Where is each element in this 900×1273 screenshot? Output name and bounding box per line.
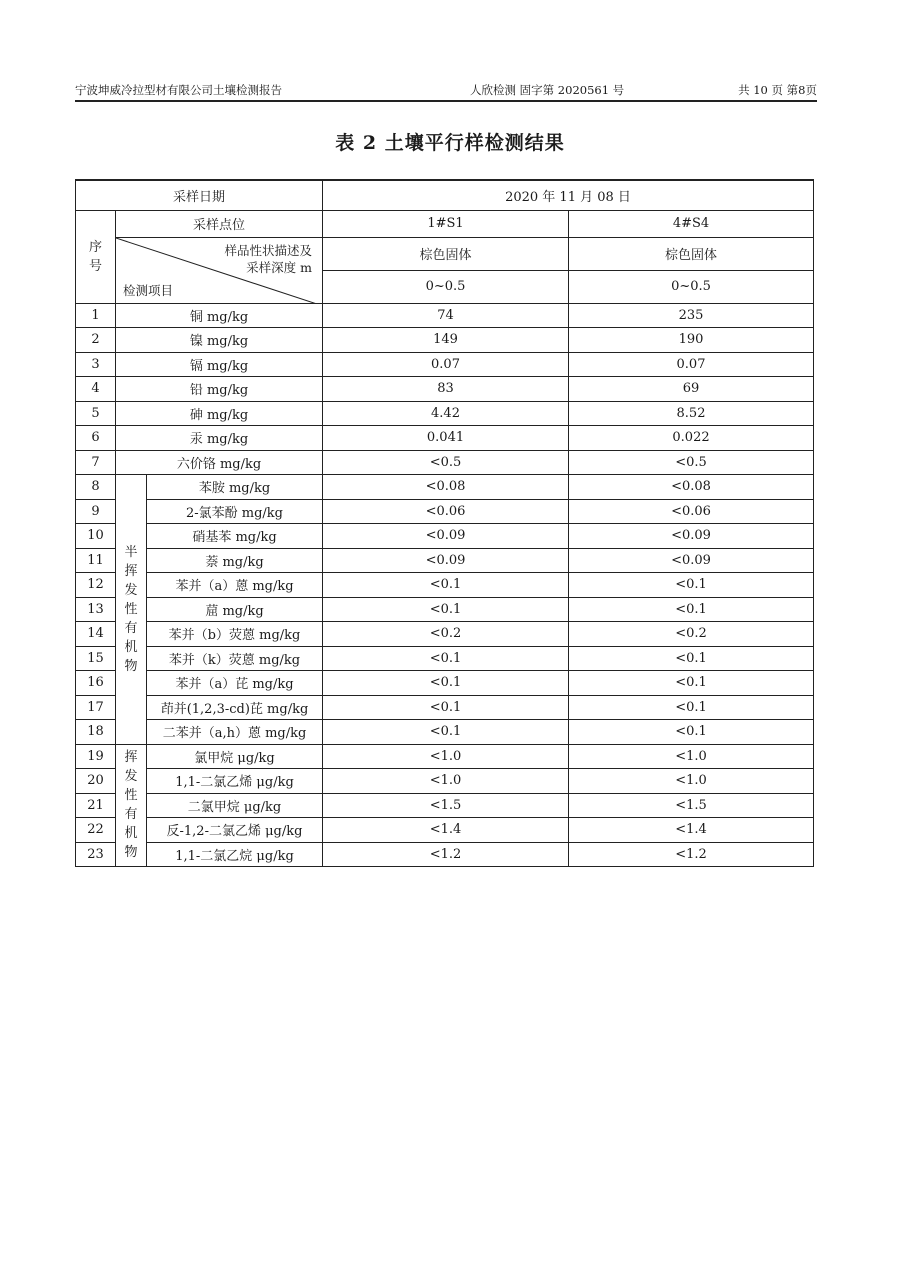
row-number: 14 [76,622,116,647]
table-row [76,401,814,426]
depth-s4: 0~0.5 [569,270,814,303]
value-s4: 8.52 [569,401,814,426]
value-s1: <0.5 [323,450,569,475]
value-s4: 0.07 [569,352,814,377]
value-s1: <0.09 [323,524,569,549]
description-row [76,237,814,270]
row-number: 4 [76,377,116,402]
depth-s1: 0~0.5 [323,270,569,303]
group-label-volatile-organics: 挥 发 性 有 机 物 [116,744,147,867]
point-s1: 1#S1 [323,210,569,237]
table-row [76,499,814,524]
value-s4: 190 [569,328,814,353]
diagonal-header-cell [116,237,323,303]
test-item: 苯并（b）荧蒽 mg/kg [147,622,323,647]
report-reference-number: 人欣检测 固字第 2020561 号 [470,83,625,97]
table-row [76,450,814,475]
row-number: 13 [76,597,116,622]
test-item: 苯并（k）荧蒽 mg/kg [147,646,323,671]
row-number: 18 [76,720,116,745]
test-item: 汞 mg/kg [116,426,323,451]
test-item: 苯并（a）蒽 mg/kg [147,573,323,598]
row-number: 17 [76,695,116,720]
sampling-point-label: 采样点位 [116,210,323,237]
value-s4: <0.09 [569,548,814,573]
row-number: 20 [76,769,116,794]
value-s1: 0.041 [323,426,569,451]
row-number: 23 [76,842,116,867]
description-s1: 棕色固体 [323,237,569,270]
row-number: 22 [76,818,116,843]
table-row [76,842,814,867]
value-s1: <1.2 [323,842,569,867]
row-number: 16 [76,671,116,696]
value-s4: <0.1 [569,597,814,622]
value-s1: <1.0 [323,769,569,794]
row-number: 19 [76,744,116,769]
table-row [76,622,814,647]
table-row [76,548,814,573]
test-item: 䓛 mg/kg [147,597,323,622]
test-item: 苯并（a）芘 mg/kg [147,671,323,696]
value-s4: 69 [569,377,814,402]
table-row [76,695,814,720]
value-s1: <0.08 [323,475,569,500]
table-row [76,671,814,696]
value-s1: 0.07 [323,352,569,377]
value-s1: 83 [323,377,569,402]
value-s4: <0.1 [569,720,814,745]
test-item: 六价铬 mg/kg [116,450,323,475]
table-title: 表 2 土壤平行样检测结果 [335,132,565,154]
row-number: 15 [76,646,116,671]
value-s4: <0.2 [569,622,814,647]
value-s4: <0.1 [569,695,814,720]
row-number: 8 [76,475,116,500]
row-number: 11 [76,548,116,573]
row-number: 10 [76,524,116,549]
value-s1: <0.2 [323,622,569,647]
sampling-point-row [76,210,814,237]
value-s1: <0.1 [323,671,569,696]
sampling-date-row [76,180,814,210]
table-row [76,352,814,377]
test-item: 镍 mg/kg [116,328,323,353]
report-company-title: 宁波坤威冷拉型材有限公司土壤检测报告 [75,83,282,97]
value-s4: <1.0 [569,769,814,794]
table-row [76,646,814,671]
test-item: 铜 mg/kg [116,303,323,328]
value-s1: <0.06 [323,499,569,524]
value-s1: <0.1 [323,573,569,598]
sampling-date-value: 2020 年 11 月 08 日 [323,180,814,210]
row-number: 2 [76,328,116,353]
test-item: 氯甲烷 μg/kg [147,744,323,769]
page-number: 共 10 页 第8页 [738,83,817,97]
row-number: 5 [76,401,116,426]
test-item: 2-氯苯酚 mg/kg [147,499,323,524]
table-row [76,328,814,353]
point-s4: 4#S4 [569,210,814,237]
test-item: 茚并(1,2,3-cd)芘 mg/kg [147,695,323,720]
row-number: 1 [76,303,116,328]
value-s4: <0.5 [569,450,814,475]
page-header [75,80,817,102]
row-number: 12 [76,573,116,598]
table-row [76,793,814,818]
test-item: 砷 mg/kg [116,401,323,426]
value-s4: 0.022 [569,426,814,451]
seq-header: 序 号 [76,210,116,303]
value-s4: <0.1 [569,671,814,696]
value-s4: <0.06 [569,499,814,524]
test-item: 萘 mg/kg [147,548,323,573]
test-item: 硝基苯 mg/kg [147,524,323,549]
row-number: 21 [76,793,116,818]
test-item: 镉 mg/kg [116,352,323,377]
value-s1: <0.1 [323,646,569,671]
value-s1: <0.1 [323,720,569,745]
test-item: 铅 mg/kg [116,377,323,402]
test-item: 反-1,2-二氯乙烯 μg/kg [147,818,323,843]
test-item: 1,1-二氯乙烷 μg/kg [147,842,323,867]
row-number: 3 [76,352,116,377]
value-s1: <0.1 [323,597,569,622]
row-number: 7 [76,450,116,475]
value-s4: <1.0 [569,744,814,769]
value-s4: 235 [569,303,814,328]
test-item-label: 检测项目 [123,282,174,298]
value-s1: <0.09 [323,548,569,573]
value-s1: <0.1 [323,695,569,720]
table-row [76,597,814,622]
table-row [76,720,814,745]
table-row [76,744,814,769]
value-s4: <0.1 [569,573,814,598]
value-s1: <1.0 [323,744,569,769]
row-number: 9 [76,499,116,524]
test-item: 二氯甲烷 μg/kg [147,793,323,818]
table-row [76,818,814,843]
table-row [76,573,814,598]
value-s4: <1.5 [569,793,814,818]
value-s1: <1.4 [323,818,569,843]
test-item: 苯胺 mg/kg [147,475,323,500]
parallel-sample-results-table [75,179,814,867]
value-s1: 149 [323,328,569,353]
description-s4: 棕色固体 [569,237,814,270]
test-item: 1,1-二氯乙烯 μg/kg [147,769,323,794]
table-row [76,475,814,500]
test-item: 二苯并（a,h）蒽 mg/kg [147,720,323,745]
table-row [76,377,814,402]
row-number: 6 [76,426,116,451]
value-s4: <1.4 [569,818,814,843]
description-depth-label: 样品性状描述及 采样深度 m [224,242,312,275]
sampling-date-label: 采样日期 [76,180,323,210]
value-s1: <1.5 [323,793,569,818]
table-row [76,769,814,794]
value-s1: 4.42 [323,401,569,426]
value-s4: <0.09 [569,524,814,549]
table-row [76,524,814,549]
value-s4: <0.08 [569,475,814,500]
group-label-semivolatile-organics: 半 挥 发 性 有 机 物 [116,475,147,745]
value-s4: <0.1 [569,646,814,671]
table-row [76,426,814,451]
value-s4: <1.2 [569,842,814,867]
table-row [76,303,814,328]
value-s1: 74 [323,303,569,328]
